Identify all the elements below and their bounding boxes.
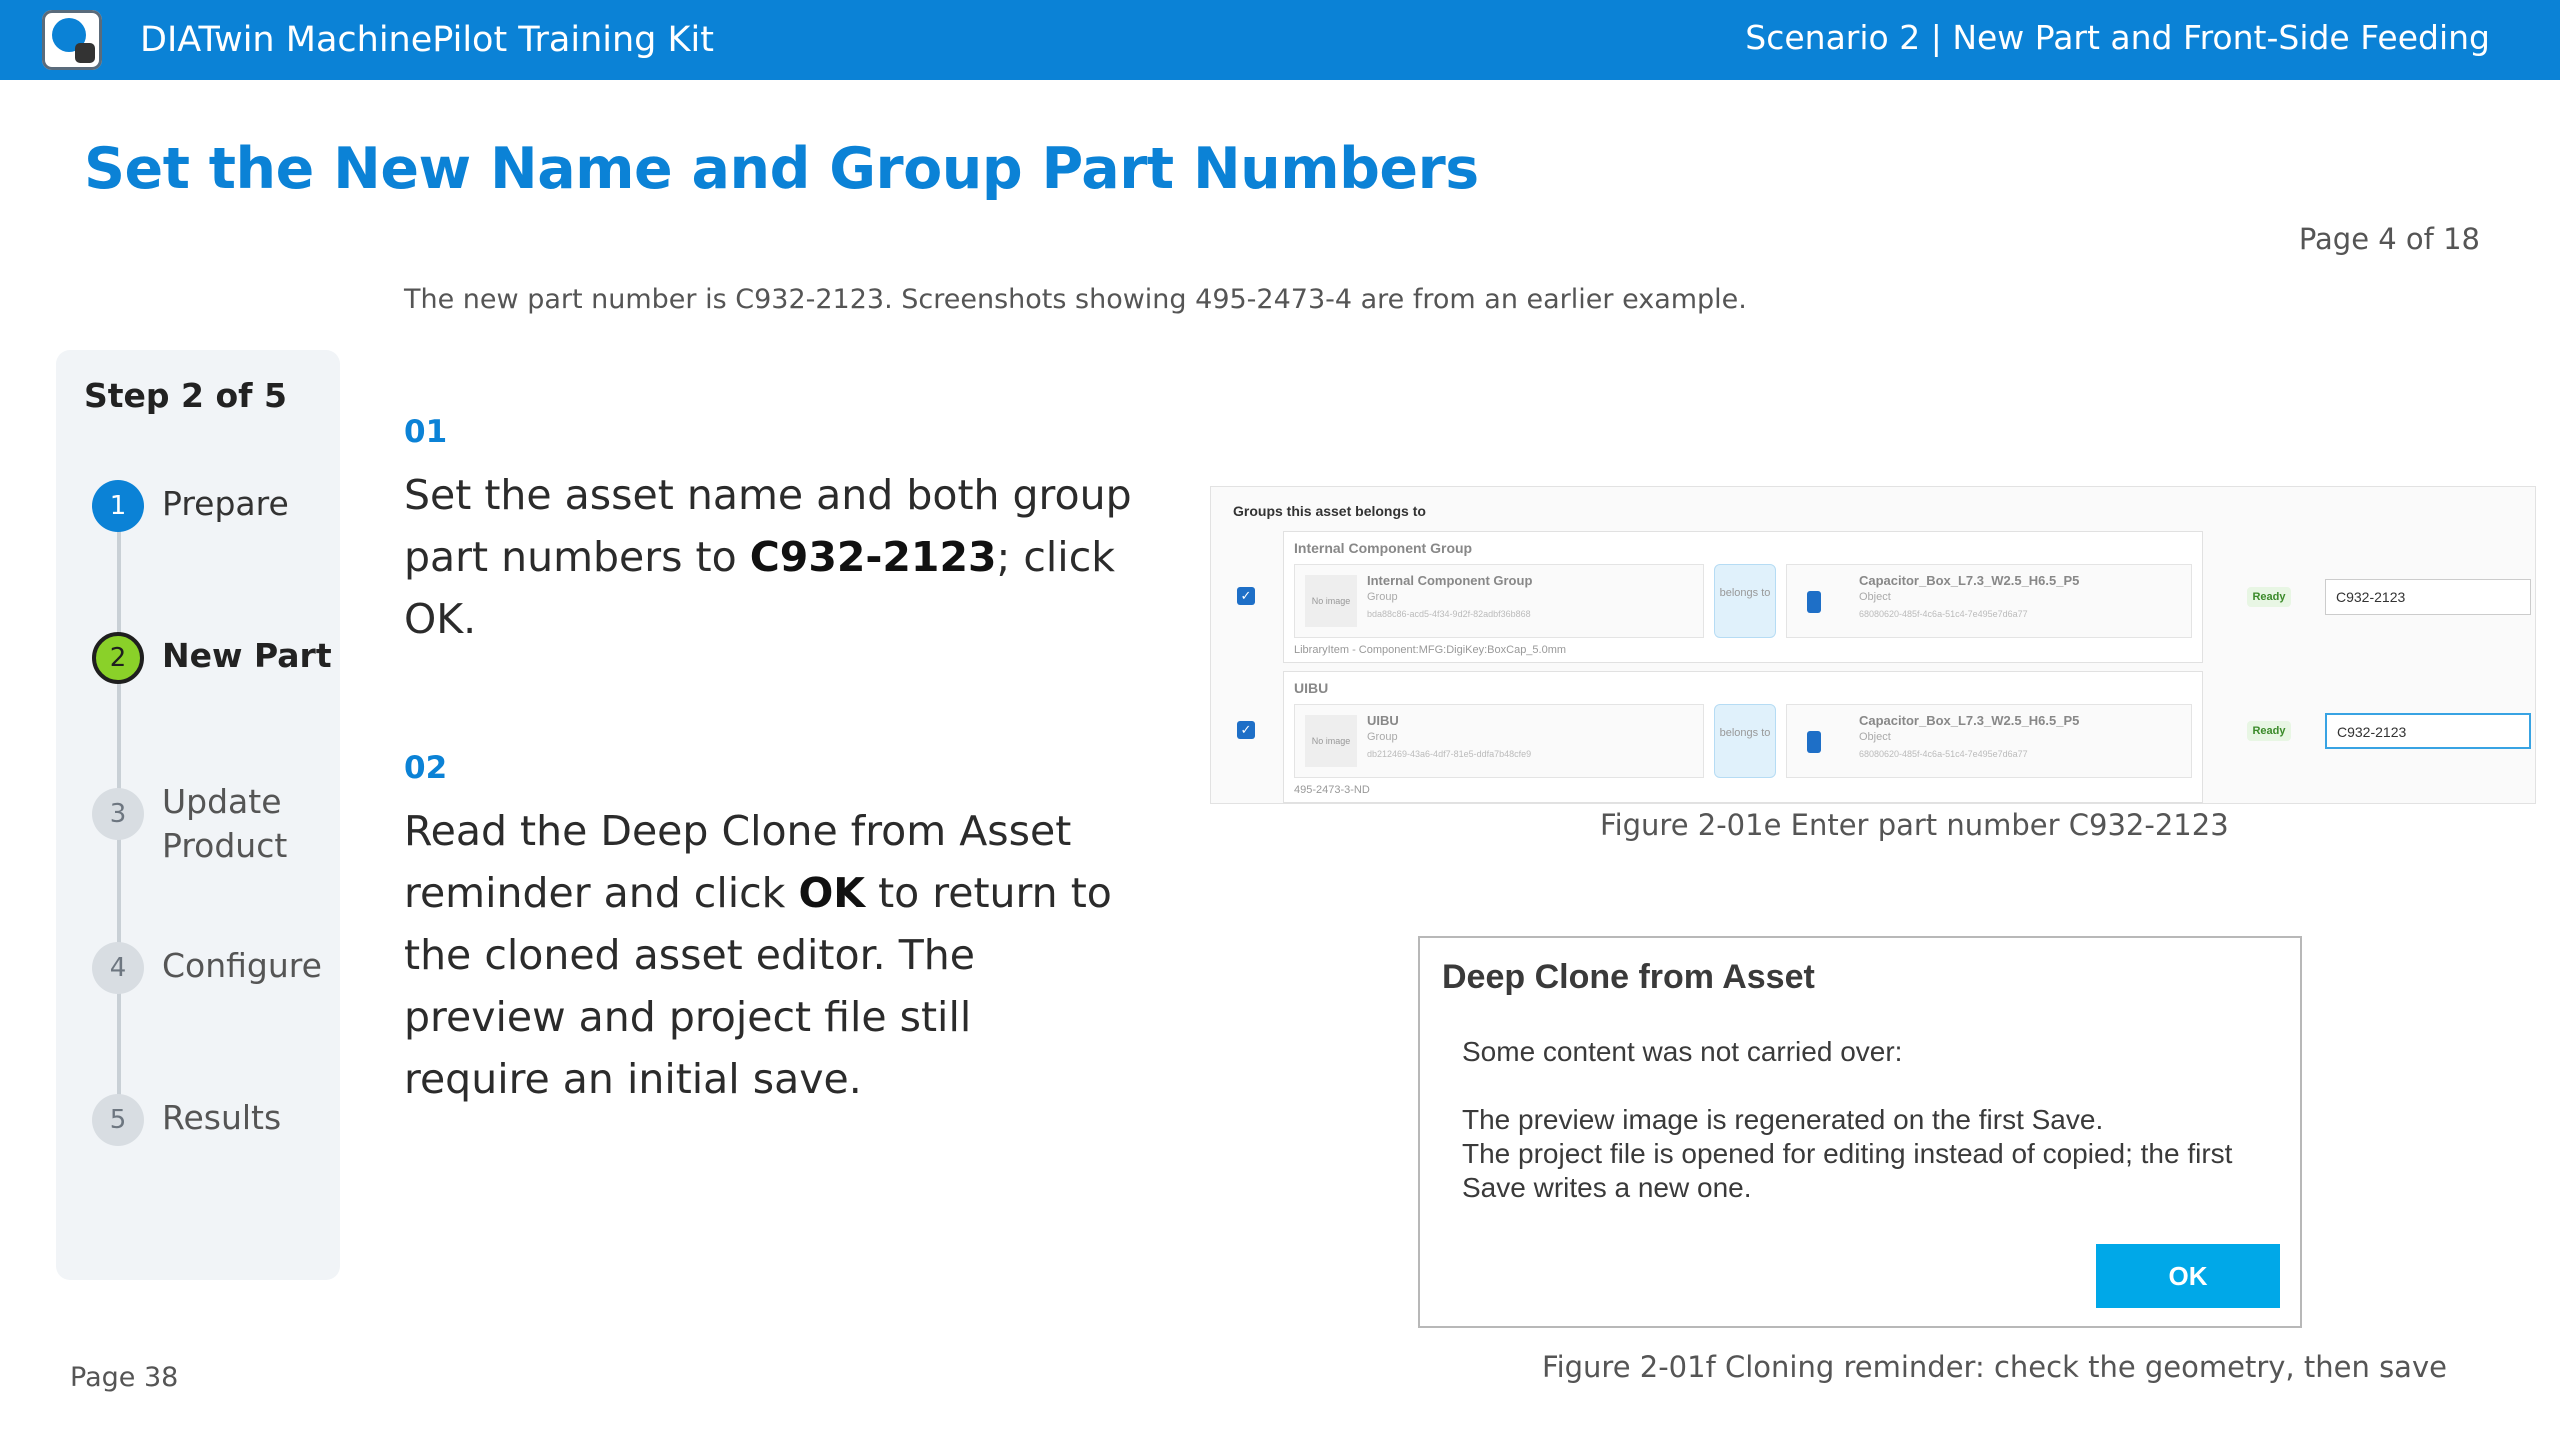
- instruction-number: 01: [404, 414, 448, 450]
- deep-clone-dialog: [1418, 936, 2302, 1328]
- step-label: Prepare: [162, 484, 289, 523]
- step-number: 4: [92, 942, 144, 994]
- no-image-placeholder: No image: [1305, 575, 1357, 627]
- group-card: No image UIBU Group db212469-43a6-4df7-81e5-ddfa7b48cfe9: [1294, 704, 1704, 778]
- group-card: No image Internal Component Group Group bda88c86-acd5-4f34-9d2f-82adbf36b868: [1294, 564, 1704, 638]
- dialog-title: Deep Clone from Asset: [1442, 958, 1815, 996]
- status-badge: Ready: [2247, 587, 2291, 607]
- step-navigator: [56, 350, 340, 1280]
- object-card: Capacitor_Box_L7.3_W2.5_H6.5_P5 Object 68080620-485f-4c6a-51c4-7e495e7d6a77: [1786, 704, 2192, 778]
- capacitor-icon: [1807, 591, 1821, 613]
- groups-header: Groups this asset belongs to: [1233, 503, 1426, 519]
- step-count: Step 2 of 5: [84, 376, 287, 415]
- belongs-to-connector: belongs to: [1714, 704, 1776, 778]
- step-number: 1: [92, 480, 144, 532]
- page-title: Set the New Name and Group Part Numbers: [84, 136, 1479, 202]
- dialog-message: Save writes a new one.: [1462, 1172, 1752, 1203]
- dialog-message: The preview image is regenerated on the first Save.: [1462, 1104, 2104, 1135]
- instruction-text: Set the asset name and both group part numbers to C932-2123; click OK.: [404, 471, 1132, 643]
- step-label-line2: Product: [162, 826, 288, 865]
- ok-button[interactable]: OK: [2096, 1244, 2280, 1308]
- object-card: Capacitor_Box_L7.3_W2.5_H6.5_P5 Object 68080620-485f-4c6a-51c4-7e495e7d6a77: [1786, 564, 2192, 638]
- scenario-title: Scenario 2 | New Part and Front-Side Feeding: [1745, 18, 2490, 57]
- footer-page-number: Page 38: [70, 1362, 179, 1393]
- page-counter: Page 4 of 18: [2298, 222, 2480, 256]
- belongs-to-connector: belongs to: [1714, 564, 1776, 638]
- instruction-number: 02: [404, 750, 448, 786]
- dialog-message: Some content was not carried over:: [1462, 1036, 1903, 1067]
- no-image-placeholder: No image: [1305, 715, 1357, 767]
- instruction-text: Read the Deep Clone from Asset reminder and click OK to return to the cloned asset editor. The preview and project file still require an initial save.: [404, 807, 1112, 1103]
- step-number: 2: [92, 632, 144, 684]
- top-bar: [0, 0, 2560, 80]
- step-number: 3: [92, 788, 144, 840]
- app-title: DIATwin MachinePilot Training Kit: [140, 20, 714, 60]
- part-number-note: The new part number is C932-2123. Screenshots showing 495-2473-4 are from an earlier example.: [404, 284, 1747, 315]
- groups-screenshot: [1210, 486, 2536, 804]
- ok-emphasis: OK: [798, 869, 866, 917]
- figure-caption: Figure 2-01e Enter part number C932-2123: [1600, 808, 2229, 842]
- capacitor-icon: [1807, 731, 1821, 753]
- step-label: New Part: [162, 636, 332, 675]
- step-label: Configure: [162, 946, 322, 985]
- group-name: UIBU: [1294, 680, 1329, 696]
- dialog-message: The project file is opened for editing instead of copied; the first: [1462, 1138, 2233, 1169]
- part-number-emphasis: C932-2123: [749, 533, 997, 581]
- group-name: Internal Component Group: [1294, 540, 1473, 556]
- step-number: 5: [92, 1094, 144, 1146]
- status-badge: Ready: [2247, 721, 2291, 741]
- step-label: Update: [162, 782, 282, 821]
- part-number-input[interactable]: C932-2123: [2325, 579, 2531, 615]
- group-checkbox[interactable]: ✓: [1237, 721, 1255, 739]
- group-panel: Internal Component Group No image Internal Component Group Group bda88c86-acd5-4f34-9d2f-82adbf36b868 belongs to Capacitor_Box_L7.3_W2.5_H6.5_P5 Object 68080620-485f-4c6a-51c4-7e495e7d6a77 LibraryItem - Component:MFG:DigiKey:BoxCap_5.0mm: [1283, 531, 2203, 663]
- group-checkbox[interactable]: ✓: [1237, 587, 1255, 605]
- step-label: Results: [162, 1098, 282, 1137]
- group-panel: UIBU No image UIBU Group db212469-43a6-4df7-81e5-ddfa7b48cfe9 belongs to Capacitor_Box_L7.3_W2.5_H6.5_P5 Object 68080620-485f-4c6a-51c4-7e495e7d6a77 495-2473-3-ND: [1283, 671, 2203, 803]
- app-logo-icon: [42, 10, 102, 70]
- part-number-input-focused[interactable]: C932-2123: [2325, 713, 2531, 749]
- figure-caption: Figure 2-01f Cloning reminder: check the geometry, then save: [1542, 1350, 2447, 1384]
